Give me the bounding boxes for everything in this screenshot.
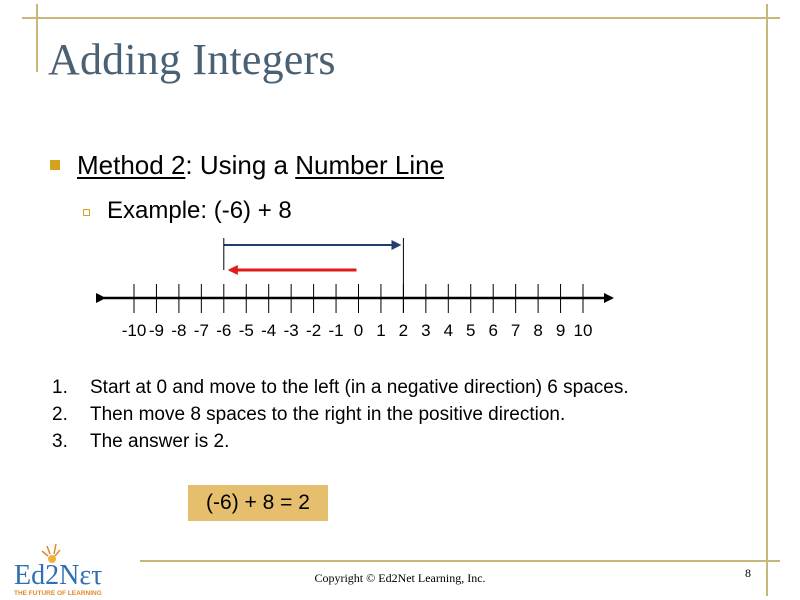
number-line-label: 3 — [421, 321, 431, 340]
method-separator: : Using a — [185, 150, 296, 180]
number-line-label: 0 — [353, 321, 364, 340]
number-line-label: 10 — [573, 321, 593, 340]
number-line-label: -6 — [216, 321, 232, 340]
number-line-label: -7 — [193, 321, 209, 340]
step-text: The answer is 2. — [90, 431, 230, 452]
number-line-label: -2 — [306, 321, 322, 340]
number-line-label: 2 — [398, 321, 409, 340]
number-line-label: -1 — [328, 321, 344, 340]
example-text: Example: (-6) + 8 — [107, 197, 292, 224]
page-number: 8 — [745, 566, 751, 580]
copyright-text: Copyright © Ed2Net Learning, Inc. — [314, 571, 486, 585]
logo-tagline: THE FUTURE OF LEARNING — [14, 590, 102, 597]
step-text: Start at 0 and move to the left (in a negative direction) 6 spaces. — [90, 377, 629, 398]
slide-title: Adding Integers — [48, 35, 336, 84]
number-line-label: -3 — [283, 321, 299, 340]
number-line-label: 6 — [488, 321, 498, 340]
number-line-label: 4 — [443, 321, 454, 340]
step-number: 2. — [52, 404, 68, 425]
step-text: Then move 8 spaces to the right in the positive direction. — [90, 404, 566, 425]
step-number: 3. — [52, 431, 68, 452]
number-line-label: 8 — [533, 321, 543, 340]
frame-bottom-line — [140, 560, 780, 562]
number-line-label: 5 — [466, 321, 476, 340]
step-number: 1. — [52, 377, 68, 398]
ed2net-logo — [12, 540, 122, 598]
logo-wordmark: Ed2Nετ — [14, 560, 103, 591]
number-line-label: 7 — [510, 321, 521, 340]
number-line-label: -8 — [171, 321, 187, 340]
number-line-label: -4 — [261, 321, 277, 340]
answer-box: (-6) + 8 = 2 — [188, 485, 328, 521]
number-line-label: -9 — [148, 321, 165, 340]
step-item — [52, 374, 629, 401]
step-item — [52, 401, 629, 428]
number-line-label: 1 — [376, 321, 386, 340]
steps-list — [52, 374, 629, 455]
number-line-label: -10 — [121, 321, 147, 340]
number-line-label: 9 — [555, 321, 566, 340]
method-topic: Number Line — [295, 150, 445, 180]
step-item — [52, 428, 629, 455]
method-label: Method 2 — [77, 150, 186, 180]
number-line-label: -5 — [238, 321, 254, 340]
